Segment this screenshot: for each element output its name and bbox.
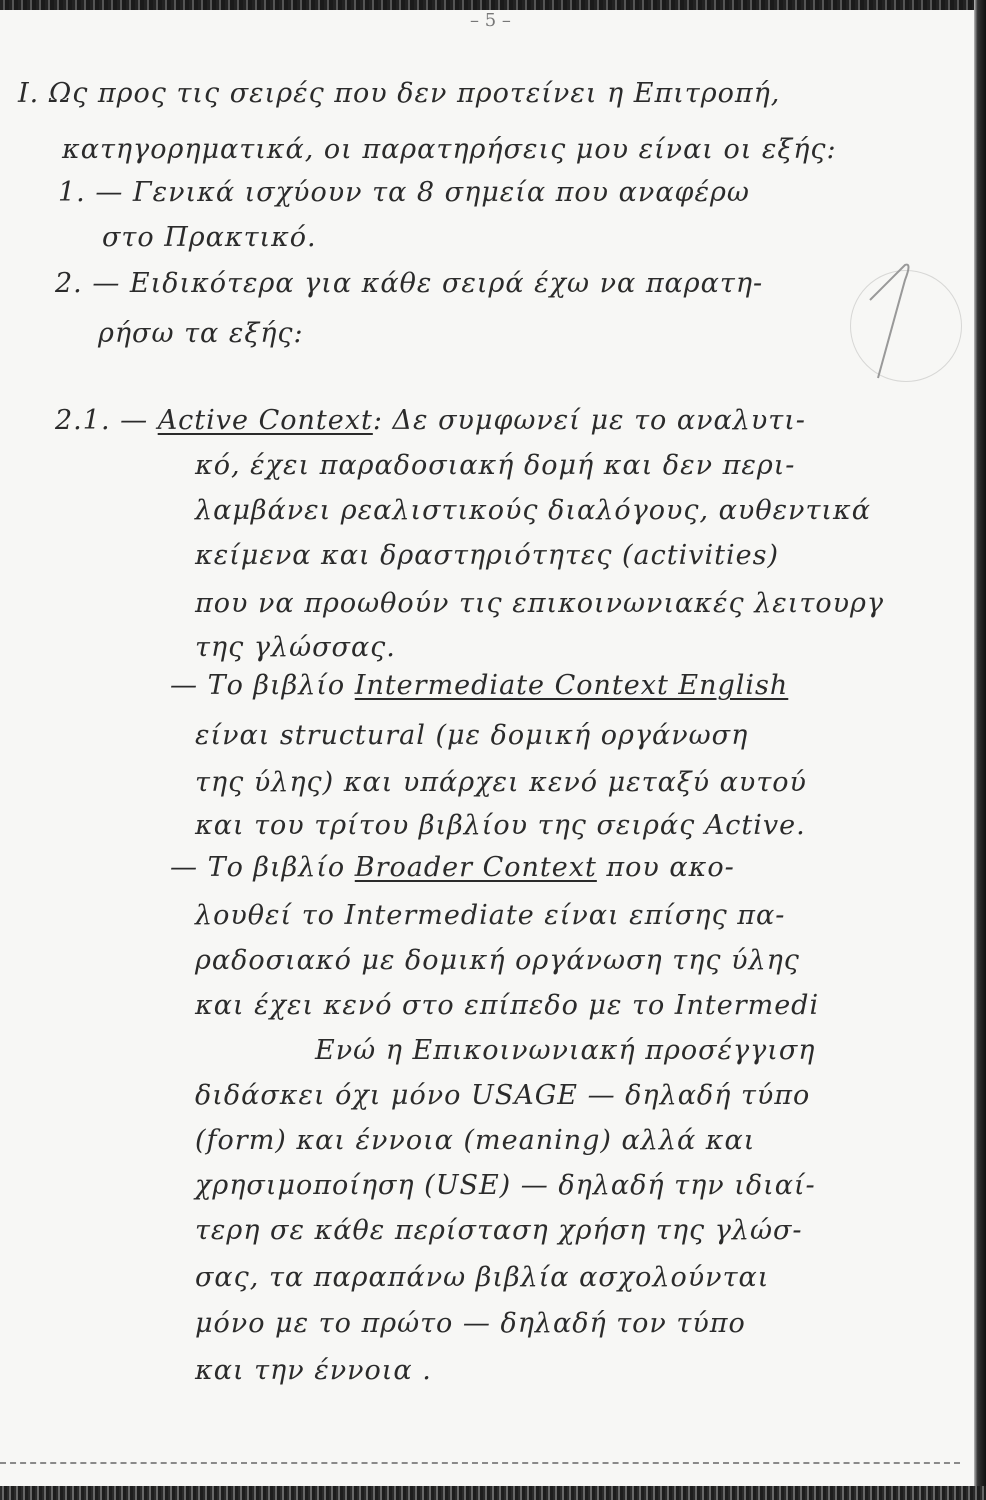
- underlined-title: Broader Context: [354, 852, 597, 883]
- text-line: κείμενα και δραστηριότητες (activities): [195, 540, 779, 571]
- underlined-title: Intermediate Context English: [354, 670, 789, 701]
- text-line: — Το βιβλίο Intermediate Context English: [170, 670, 789, 701]
- text-line: 2. — Ειδικότερα για κάθε σειρά έχω να παρατη-: [55, 268, 764, 299]
- text-line: σας, τα παραπάνω βιβλία ασχολούνται: [195, 1262, 770, 1293]
- text-line: λαμβάνει ρεαλιστικούς διαλόγους, αυθεντικά: [195, 495, 871, 526]
- text-line: Ενώ η Επικοινωνιακή προσέγγιση: [315, 1035, 816, 1066]
- text-line: (form) και έννοια (meaning) αλλά και: [195, 1125, 756, 1156]
- page-number: – 5 –: [470, 10, 511, 31]
- text-line: και του τρίτου βιβλίου της σειράς Active.: [195, 810, 806, 841]
- text-line: χρησιμοποίηση (USE) — δηλαδή την ιδιαί-: [195, 1170, 816, 1201]
- text-line: 1. — Γενικά ισχύουν τα 8 σημεία που αναφέρω: [58, 177, 750, 208]
- text-line: είναι structural (με δομική οργάνωση: [195, 720, 749, 751]
- text-line: ρήσω τα εξής:: [98, 318, 304, 349]
- text-line: της γλώσσας.: [195, 632, 396, 663]
- text-line: κό, έχει παραδοσιακή δομή και δεν περι-: [195, 450, 796, 481]
- text-line: 2.1. — Active Context: Δε συμφωνεί με το αναλυτι-: [55, 405, 806, 436]
- text-line: στο Πρακτικό.: [102, 222, 317, 253]
- text-line: που να προωθούν τις επικοινωνιακές λειτουργ: [195, 588, 884, 619]
- text-line: διδάσκει όχι μόνο USAGE — δηλαδή τύπο: [195, 1080, 811, 1111]
- text-line: και την έννοια .: [195, 1355, 432, 1386]
- text-line: και έχει κενό στο επίπεδο με το Intermedi: [195, 990, 820, 1021]
- text-line: λουθεί το Intermediate είναι επίσης πα-: [195, 900, 786, 931]
- text-line: κατηγορηματικά, οι παρατηρήσεις μου είναι οι εξής:: [62, 134, 837, 165]
- text-line: τερη σε κάθε περίσταση χρήση της γλώσ-: [195, 1215, 803, 1246]
- text-line: — Το βιβλίο Broader Context που ακο-: [170, 852, 735, 883]
- underlined-title: Active Context: [157, 405, 373, 436]
- text-line: μόνο με το πρώτο — δηλαδή τον τύπο: [195, 1308, 746, 1339]
- text-line: Ι. Ως προς τις σειρές που δεν προτείνει η Επιτροπή,: [18, 78, 781, 109]
- text-line: της ύλης) και υπάρχει κενό μεταξύ αυτού: [195, 767, 807, 798]
- text-line: ραδοσιακό με δομική οργάνωση της ύλης: [195, 945, 800, 976]
